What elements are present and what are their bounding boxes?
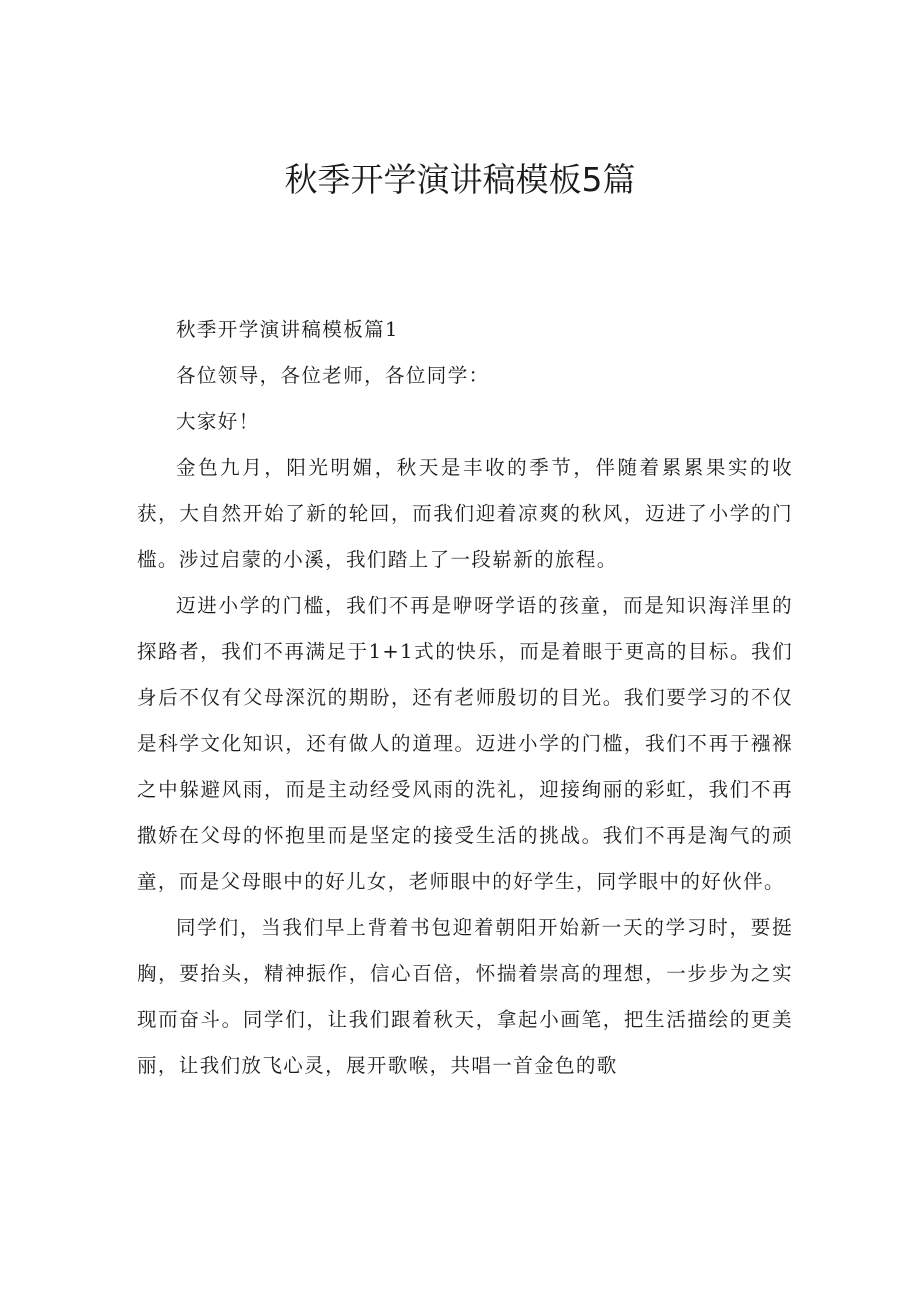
section-heading: 秋季开学演讲稿模板篇1 (176, 318, 399, 341)
paragraph-1: 金色九月，阳光明媚，秋天是丰收的季节，伴随着累累果实的收获，大自然开始了新的轮回，而我们迎着凉爽的秋风，迈进了小学的门槛。涉过启蒙的小溪，我们踏上了一段崭新的旅程。 (137, 456, 793, 571)
salutation: 各位领导，各位老师，各位同学： (176, 364, 490, 387)
paragraph-2: 迈进小学的门槛，我们不再是咿呀学语的孩童，而是知识海洋里的探路者，我们不再满足于1+1式的快乐，而是着眼于更高的目标。我们身后不仅有父母深沉的期盼，还有老师殷切的目光。我们要学习的不仅是科学文化知识，还有做人的道理。迈进小学的门槛，我们不再于襁褓之中躲避风雨，而是主动经受风雨的洗礼，迎接绚丽的彩虹，我们不再撒娇在父母的怀抱里而是坚定的接受生活的挑战。我们不再是淘气的顽童，而是父母眼中的好儿女，老师眼中的好学生，同学眼中的好伙伴。 (137, 594, 793, 893)
document-body (137, 307, 793, 1089)
greeting: 大家好！ (176, 410, 260, 433)
document-title: 秋季开学演讲稿模板5篇 (284, 160, 636, 199)
paragraph-3: 同学们，当我们早上背着书包迎着朝阳开始新一天的学习时，要挺胸，要抬头，精神振作，信心百倍，怀揣着崇高的理想，一步步为之实现而奋斗。同学们，让我们跟着秋天，拿起小画笔，把生活描绘的更美丽，让我们放飞心灵，展开歌喉，共唱一首金色的歌 (137, 916, 793, 1077)
